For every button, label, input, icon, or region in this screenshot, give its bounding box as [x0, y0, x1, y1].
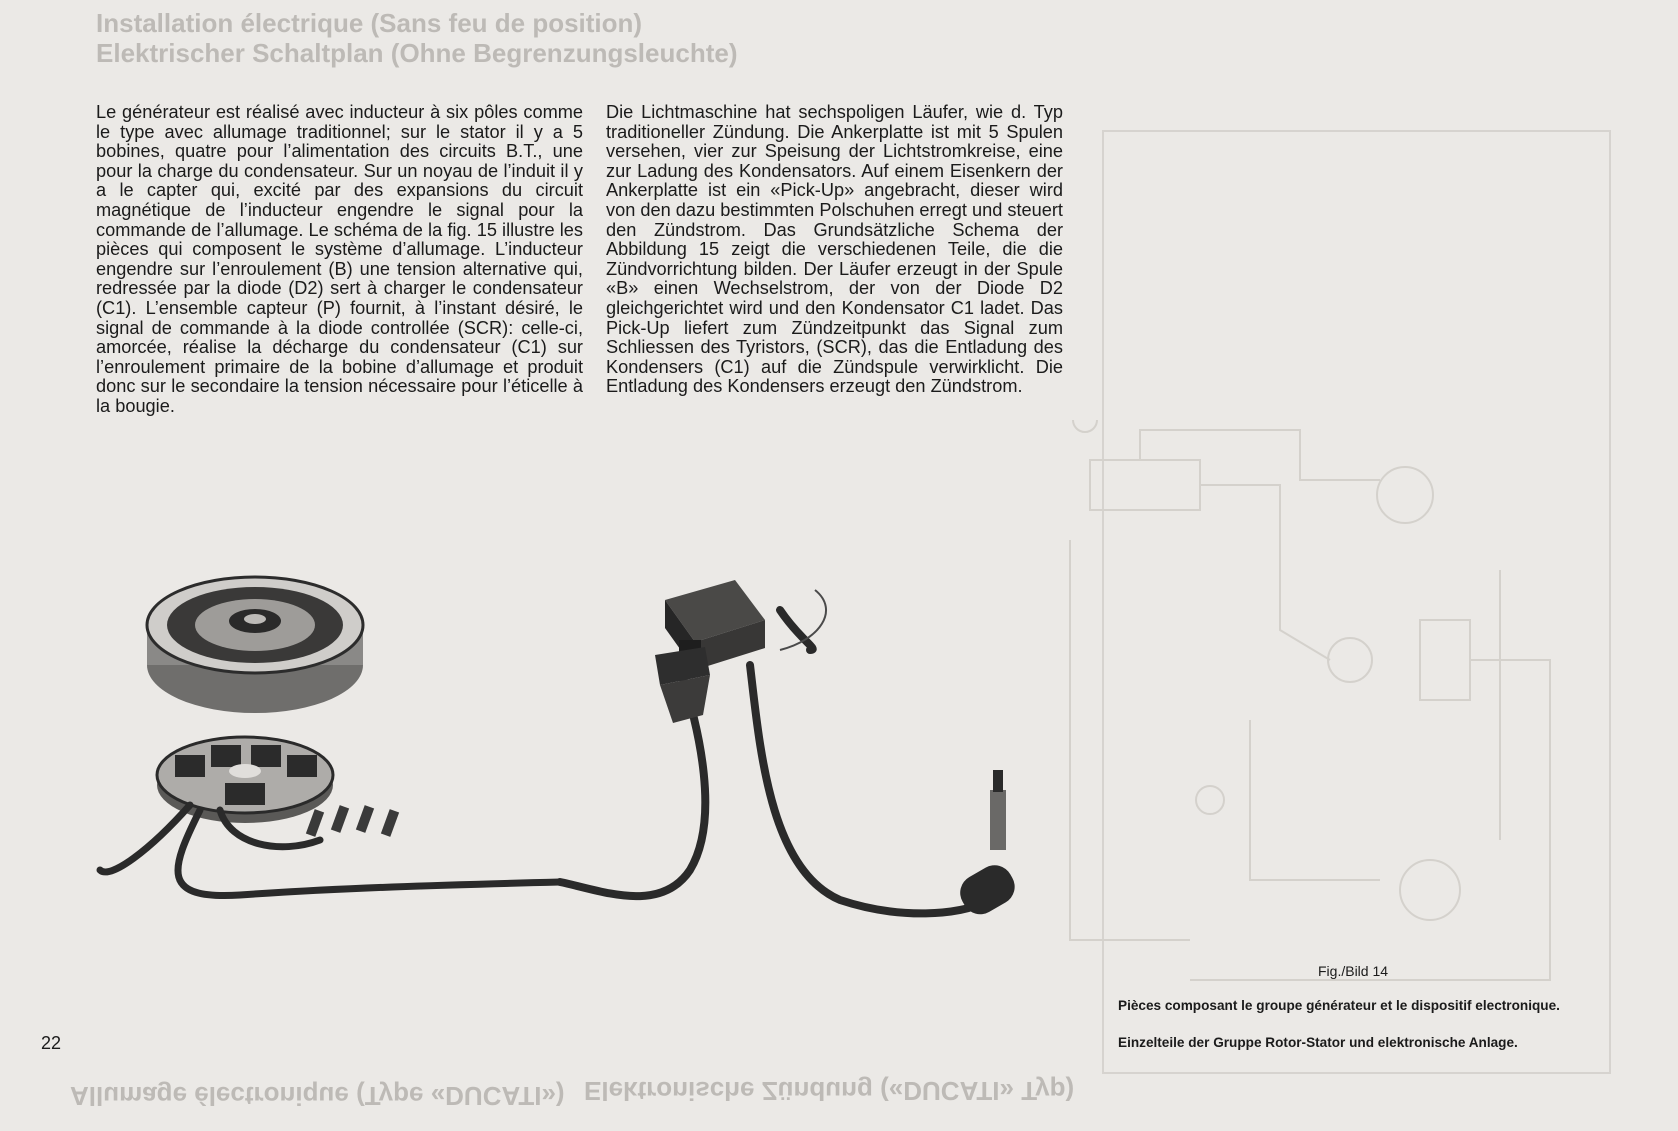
bleed-through-title-1: Installation électrique (Sans feu de position) [96, 8, 643, 38]
figure-caption-french: Pièces composant le groupe générateur et le dispositif electronique. [1118, 998, 1560, 1013]
french-paragraph: Le générateur est réalisé avec inducteur à six pôles comme le type avec allumage traditionnel; sur le stator il y a 5 bobines, quatre pour l’alimentation des circuits B.T., une pour la charge du condensateur. Sur un noyau de l’induit il y a le capter qui, excité par des expansions du circuit magnétique de l’inducteur engendre le signal pour la commande de l’allumage. Le schéma de la fig. 15 illustre les pièces qui composent le système d’allumage. L’inducteur engendre sur l’enroulement (B) une tension alternative qui, redressée par la diode (D2) sert à charger le condensateur (C1). L’ensemble capteur (P) fournit, à l’instant désiré, le signal de commande à la diode controllée (SCR): celle-ci, amorcée, réalise la décharge du condensateur (C1) sur l’enroulement primaire de la bobine d’allumage et produit donc sur le secondaire la tension nécessaire pour l’éticelle à la bougie. [96, 102, 583, 416]
rotor-flywheel [147, 577, 363, 713]
german-paragraph: Die Lichtmaschine hat sechspoligen Läufer, wie d. Typ traditioneller Zündung. Die Ankerplatte ist mit 5 Spulen versehen, vier zur Speisung der Lichtstromkreise, eine zur Ladung des Kondensators. Auf einem Eisenkern der Ankerplatte ist ein «Pick-Up» angebracht, dieser wird von den dazu bestimmten Polschuhen erregt und steuert den Zündstrom. Das Grundsätzliche Schema der Abbildung 15 zeigt die verschiedenen Teile, die die Zündvorrichtung bilden. Der Läufer erzeugt in der Spule «B» einen Wechselstrom, der von der Diode D2 gleichgerichtet wird und den Kondensator C1 ladet. Das Pick-Up liefert zum Zündzeitpunkt das Signal zum Schliessen des Tyristors, (SCR), das die Entladung des Kondensers (C1) auf die Zündspule verwirklicht. Die Entladung des Kondensers erzeugt den Zündstrom. [606, 102, 1063, 397]
bleed-through-bottom-de: Elektronische Zündung («DUCATI» Typ) [584, 1076, 1075, 1106]
bleed-through-title-2: Elektrischer Schaltplan (Ohne Begrenzungsleuchte) [96, 38, 738, 68]
figure-label: Fig./Bild 14 [1318, 963, 1389, 979]
ignition-cable [560, 610, 985, 913]
figure-caption-german: Einzelteile der Gruppe Rotor-Stator und elektronische Anlage. [1118, 1035, 1518, 1050]
bleed-through-schematic [1050, 420, 1610, 1020]
german-text-column [606, 103, 1063, 397]
wire-connectors [306, 805, 399, 837]
bleed-through-bottom-fr: Allumage électronique (Type «DUCATI») [70, 1081, 565, 1111]
spark-plug-cap [954, 770, 1022, 921]
french-text-column [96, 103, 583, 417]
stator-wiring-loom [100, 805, 560, 896]
rotor-stator-electronics-photo [80, 570, 1100, 1010]
page-number: 22 [41, 1033, 62, 1053]
pickup-connector [655, 647, 710, 723]
